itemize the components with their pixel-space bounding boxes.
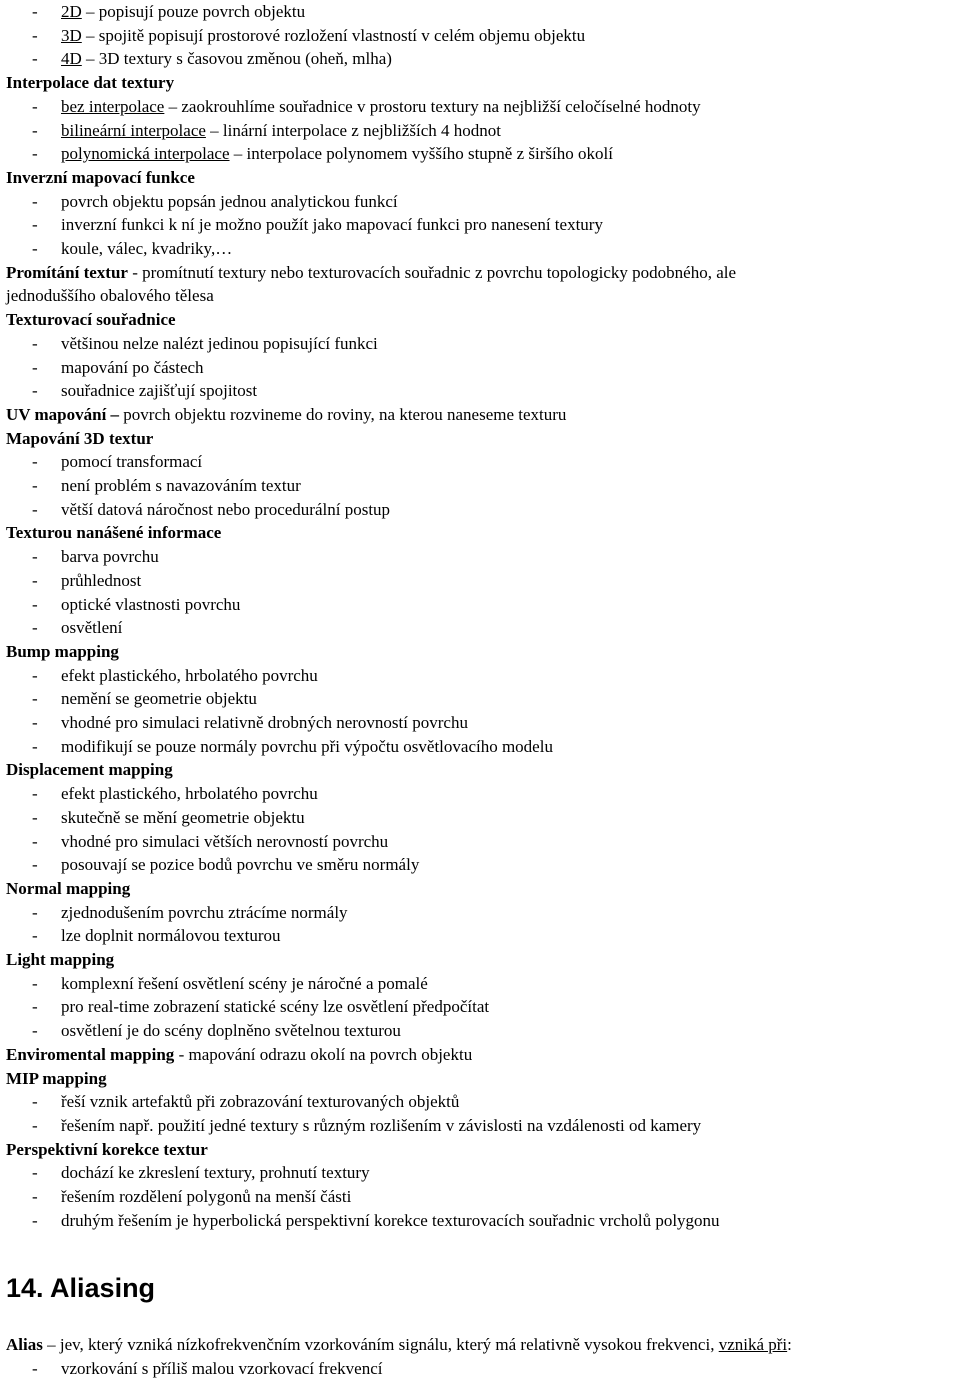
bullet-dash: - (32, 1115, 38, 1135)
body-text: vhodné pro simulaci větších nerovností povrchu (61, 831, 389, 851)
paragraph-line (6, 1333, 792, 1357)
bullet-text (61, 830, 388, 854)
body-text: - mapování odrazu okolí na povrch objektu (174, 1044, 473, 1064)
bullet-text (61, 237, 232, 261)
bullet-text (61, 95, 701, 119)
section-heading (6, 1138, 208, 1162)
body-text: souřadnice zajišťují spojitost (61, 381, 258, 401)
heading-text: Enviromental mapping (6, 1044, 175, 1064)
bullet-dash: - (32, 855, 38, 875)
bullet-text (61, 545, 159, 569)
bullet-text (61, 1185, 351, 1209)
bullet-text (61, 924, 281, 948)
bullet-text (61, 901, 348, 925)
body-text: není problém s navazováním textur (61, 476, 301, 495)
body-text: efekt plastického, hrbolatého povrchu (61, 665, 318, 685)
heading-text: Inverzní mapovací funkce (6, 167, 195, 187)
bullet-dash: - (32, 499, 38, 519)
bullet-dash: - (32, 594, 38, 614)
heading-text: Promítání textur (6, 262, 128, 282)
body-text: – interpolace polynomem vyššího stupně z širšího okolí (229, 144, 613, 164)
heading-text: Alias (6, 1335, 43, 1354)
section-heading (6, 948, 114, 972)
body-text: pro real-time zobrazení statické scény lze osvětlení předpočítat (61, 997, 490, 1017)
underlined-term: vzniká při (718, 1335, 788, 1354)
body-text: koule, válec, kvadriky,… (61, 239, 233, 258)
bullet-dash: - (32, 476, 38, 495)
bullet-dash: - (32, 452, 38, 472)
bullet-text (61, 474, 301, 498)
bullet-text (61, 806, 305, 830)
bullet-dash: - (32, 713, 38, 732)
bullet-dash: - (32, 120, 38, 140)
bullet-dash: - (32, 1358, 38, 1378)
underlined-term: bez interpolace (61, 96, 165, 116)
section-heading (6, 308, 176, 332)
body-text: osvětlení (61, 618, 123, 638)
bullet-text (61, 190, 398, 214)
bullet-text (61, 1114, 701, 1138)
bullet-text (61, 593, 240, 617)
body-text: posouvají se pozice bodů povrchu ve směru normály (61, 855, 420, 875)
body-text: komplexní řešení osvětlení scény je náročné a pomalé (61, 973, 428, 993)
underlined-term: 4D (61, 49, 82, 69)
underlined-term: 2D (61, 2, 82, 21)
bullet-text (61, 379, 257, 403)
section-heading (6, 1067, 107, 1091)
bullet-dash: - (32, 1187, 38, 1206)
body-text: modifikují se pouze normály povrchu při výpočtu osvětlovacího modelu (61, 736, 553, 756)
heading-text: Normal mapping (6, 878, 131, 898)
heading-text: Bump mapping (6, 641, 119, 661)
bullet-dash: - (32, 2, 38, 21)
body-text: – spojitě popisují prostorové rozložení vlastností v celém objemu objektu (81, 25, 586, 45)
body-text: osvětlení je do scény doplněno světelnou texturou (61, 1021, 401, 1041)
section-heading (6, 71, 174, 95)
body-text: dochází ke zkreslení textury, prohnutí textury (61, 1163, 370, 1183)
bullet-dash: - (32, 1163, 38, 1183)
bullet-dash: - (32, 926, 38, 946)
bullet-text (61, 498, 390, 522)
bullet-text (61, 142, 613, 166)
bullet-text (61, 569, 141, 593)
bullet-text (61, 24, 585, 48)
body-text: většinou nelze nalézt jedinou popisující funkci (61, 333, 378, 353)
body-text: mapování po částech (61, 357, 204, 377)
bullet-dash: - (32, 807, 38, 827)
bullet-text (61, 853, 419, 877)
bullet-dash: - (32, 49, 38, 69)
bullet-text (61, 995, 489, 1019)
bullet-text (61, 450, 202, 474)
bullet-dash: - (32, 689, 38, 709)
body-text: optické vlastnosti povrchu (61, 594, 241, 614)
body-text: barva povrchu (61, 547, 159, 567)
heading-text: Texturovací souřadnice (6, 310, 176, 330)
underlined-term: 3D (61, 25, 82, 45)
bullet-text (61, 1019, 401, 1043)
bullet-dash: - (32, 381, 38, 401)
body-text: vzorkování s příliš malou vzorkovací frekvencí (61, 1358, 383, 1378)
body-text: lze doplnit normálovou texturou (61, 926, 281, 946)
bullet-dash: - (32, 333, 38, 353)
bullet-dash: - (32, 618, 38, 638)
body-text: – popisují pouze povrch objektu (81, 2, 306, 21)
heading-text: Mapování 3D textur (6, 428, 154, 448)
bullet-text (61, 1161, 370, 1185)
bullet-dash: - (32, 736, 38, 756)
body-text: řešením rozdělení polygonů na menší části (61, 1187, 352, 1206)
heading-text: UV mapování – (6, 404, 120, 424)
body-text: povrch objektu popsán jednou analytickou funkcí (61, 191, 398, 211)
body-text: pomocí transformací (61, 452, 203, 472)
body-text: inverzní funkci k ní je možno použít jako mapovací funkci pro nanesení textury (61, 215, 603, 235)
bullet-text (61, 664, 318, 688)
body-text: povrch objektu rozvineme do roviny, na kterou naneseme texturu (119, 404, 567, 424)
paragraph-line (6, 261, 736, 285)
bullet-dash: - (32, 547, 38, 567)
body-text: nemění se geometrie objektu (61, 689, 257, 709)
bullet-dash: - (32, 570, 38, 590)
bullet-dash: - (32, 902, 38, 922)
body-text: zjednodušením povrchu ztrácíme normály (61, 902, 348, 922)
paragraph-line (6, 1043, 472, 1067)
body-text: efekt plastického, hrbolatého povrchu (61, 784, 318, 804)
underlined-term: polynomická interpolace (61, 144, 230, 164)
bullet-dash: - (32, 973, 38, 993)
heading-text: Interpolace dat textury (6, 73, 175, 93)
body-text: : (787, 1335, 792, 1354)
bullet-text (61, 119, 501, 143)
body-text: – zaokrouhlíme souřadnice v prostoru textury na nejbližší celočíselné hodnoty (164, 96, 701, 116)
bullet-dash: - (32, 96, 38, 116)
bullet-text (61, 1357, 382, 1381)
paragraph-line (6, 403, 566, 427)
body-text: větší datová náročnost nebo procedurální postup (61, 499, 391, 519)
bullet-text (61, 356, 204, 380)
section-heading (6, 877, 130, 901)
bullet-text (61, 616, 122, 640)
paragraph-line (6, 284, 214, 308)
heading-text: MIP mapping (6, 1068, 107, 1088)
section-heading (6, 521, 221, 545)
body-text: vhodné pro simulaci relativně drobných nerovností povrchu (61, 713, 468, 732)
body-text: průhlednost (61, 570, 142, 590)
bullet-text (61, 213, 603, 237)
body-text: druhým řešením je hyperbolická perspektivní korekce texturovacích souřadnic vrcholů polygonu (61, 1210, 720, 1230)
bullet-dash: - (32, 1021, 38, 1041)
bullet-text (61, 711, 468, 735)
bullet-dash: - (32, 25, 38, 45)
body-text: – jev, který vzniká nízkofrekvenčním vzorkováním signálu, který má relativně vysokou frekvenci, (42, 1335, 719, 1354)
bullet-text (61, 0, 305, 24)
bullet-text (61, 1090, 459, 1114)
bullet-text (61, 735, 553, 759)
bullet-dash: - (32, 665, 38, 685)
bullet-dash: - (32, 1092, 38, 1112)
bullet-dash: - (32, 357, 38, 377)
bullet-dash: - (32, 784, 38, 804)
heading-text: Light mapping (6, 950, 115, 969)
bullet-text (61, 687, 257, 711)
bullet-dash: - (32, 831, 38, 851)
bullet-dash: - (32, 997, 38, 1017)
body-text: jednoduššího obalového tělesa (6, 286, 214, 306)
bullet-text (61, 972, 428, 996)
section-heading (6, 758, 173, 782)
section-heading (6, 640, 119, 664)
heading-text: Perspektivní korekce textur (6, 1139, 208, 1159)
section-heading (6, 427, 153, 451)
underlined-term: bilineární interpolace (61, 120, 206, 140)
section-heading (6, 166, 195, 190)
bullet-dash: - (32, 144, 38, 164)
bullet-text (61, 332, 378, 356)
bullet-dash: - (32, 191, 38, 211)
body-text: – linární interpolace z nejbližších 4 hodnot (205, 120, 501, 140)
bullet-text (61, 47, 392, 71)
bullet-dash: - (32, 215, 38, 235)
body-text: - promítnutí textury nebo texturovacích souřadnic z povrchu topologicky podobného, ale (127, 262, 737, 282)
chapter-title: 14. Aliasing (6, 1273, 156, 1303)
bullet-text (61, 1209, 720, 1233)
body-text: řešením např. použití jedné textury s různým rozlišením v závislosti na vzdálenosti od kamery (61, 1115, 702, 1135)
bullet-text (61, 782, 318, 806)
heading-text: Texturou nanášené informace (6, 523, 222, 543)
body-text: – 3D textury s časovou změnou (oheň, mlha) (81, 49, 392, 69)
body-text: skutečně se mění geometrie objektu (61, 807, 305, 827)
bullet-dash: - (32, 239, 38, 258)
heading-text: Displacement mapping (6, 760, 173, 780)
body-text: řeší vznik artefaktů při zobrazování texturovaných objektů (61, 1092, 460, 1112)
bullet-dash: - (32, 1210, 38, 1230)
